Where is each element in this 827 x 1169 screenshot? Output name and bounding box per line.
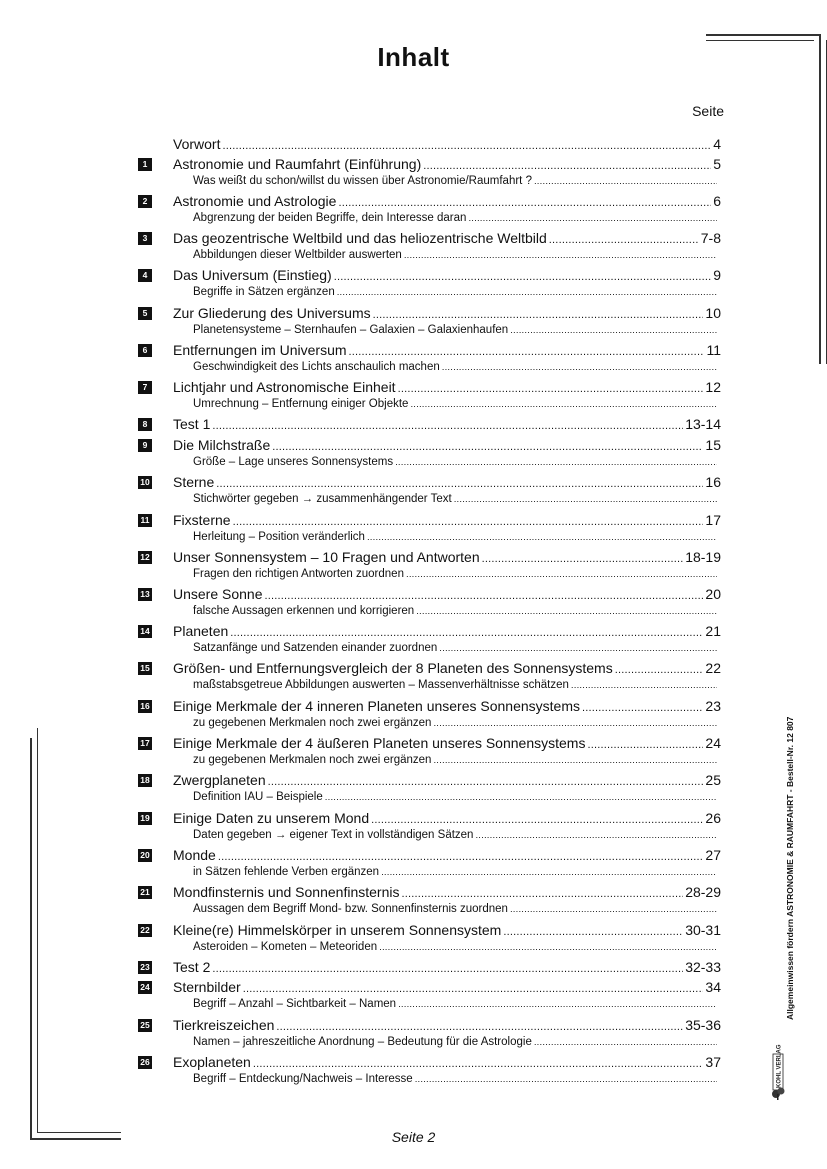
dot-leader xyxy=(222,136,711,152)
toc-entry-page: 5 xyxy=(713,156,721,172)
toc-main-line xyxy=(173,305,721,323)
dot-leader xyxy=(410,398,717,410)
toc-entry-page: 35-36 xyxy=(685,1017,721,1033)
toc-entry-subtitle: Herleitung – Position veränderlich xyxy=(193,531,365,543)
toc-main-line xyxy=(173,586,721,604)
dot-leader xyxy=(433,754,717,766)
toc-entry-page: 15 xyxy=(705,437,721,453)
toc-entry-title: Astronomie und Raumfahrt (Einführung) xyxy=(173,156,422,172)
toc-entry xyxy=(138,1017,724,1053)
toc-entry-subtitle: Was weißt du schon/willst du wissen über Astronomie/Raumfahrt ? xyxy=(193,175,532,187)
toc-entry xyxy=(138,698,724,734)
toc-entry-title: Zur Gliederung des Universums xyxy=(173,305,371,321)
dot-leader xyxy=(230,623,703,639)
toc-entry-subtitle: in Sätzen fehlende Verben ergänzen xyxy=(193,866,380,878)
toc-entry xyxy=(138,267,724,303)
toc-subtitle-line xyxy=(193,1036,719,1051)
toc-entry xyxy=(138,474,724,510)
dot-leader xyxy=(587,735,703,751)
toc-main-line xyxy=(173,623,721,641)
toc-main-line xyxy=(173,884,721,902)
toc-entry-subtitle: Definition IAU – Beispiele xyxy=(193,791,323,803)
toc-subtitle-line xyxy=(193,754,719,769)
toc-entry-page: 13-14 xyxy=(685,416,721,432)
dot-leader xyxy=(268,772,704,788)
toc-entry-page: 22 xyxy=(705,660,721,676)
toc-subtitle-line xyxy=(193,249,719,264)
toc-entry-page: 25 xyxy=(705,772,721,788)
dot-leader xyxy=(381,866,717,878)
dot-leader xyxy=(416,605,717,617)
toc-entry-page: 18-19 xyxy=(685,549,721,565)
toc-main-line xyxy=(173,698,721,716)
toc-entry-page: 16 xyxy=(705,474,721,490)
dot-leader xyxy=(395,456,717,468)
toc-main-line xyxy=(173,267,721,285)
chapter-number-badge: 15 xyxy=(138,662,152,675)
dot-leader xyxy=(265,586,704,602)
toc-entry-page: 10 xyxy=(705,305,721,321)
toc-entry-title: Vorwort xyxy=(173,136,221,152)
toc-subtitle-line xyxy=(193,568,719,583)
toc-entry-subtitle: Planetensysteme – Sternhaufen – Galaxien – Galaxienhaufen xyxy=(193,324,509,336)
toc-main-line xyxy=(173,979,721,997)
toc-entry-title: Sterne xyxy=(173,474,215,490)
toc-entry-page: 17 xyxy=(705,512,721,528)
toc-entry-title: Unser Sonnensystem – 10 Fragen und Antworten xyxy=(173,549,480,565)
page-title: Inhalt xyxy=(377,42,450,72)
toc-entry-title: Entfernungen im Universum xyxy=(173,342,347,358)
toc-subtitle-line xyxy=(193,175,719,190)
toc-entry xyxy=(138,156,724,192)
toc-main-line xyxy=(173,193,721,211)
dot-leader xyxy=(325,791,717,803)
toc-entry xyxy=(138,884,724,920)
toc-entry-subtitle: zu gegebenen Merkmalen noch zwei ergänzen xyxy=(193,717,432,729)
chapter-number-badge: 25 xyxy=(138,1019,152,1032)
toc-main-line xyxy=(173,959,721,977)
toc-subtitle-line xyxy=(193,456,719,471)
toc-entry xyxy=(138,342,724,378)
chapter-number-badge: 6 xyxy=(138,344,152,357)
dot-leader xyxy=(468,212,717,224)
chapter-number-badge: 3 xyxy=(138,232,152,245)
toc-entry-page: 27 xyxy=(705,847,721,863)
chapter-number-badge: 14 xyxy=(138,625,152,638)
dot-leader xyxy=(534,175,717,187)
toc-entry-subtitle: Daten gegeben → eigener Text in vollständigen Sätzen xyxy=(193,829,474,841)
toc-subtitle-line xyxy=(193,791,719,806)
toc-entry-title: Tierkreiszeichen xyxy=(173,1017,275,1033)
chapter-number-badge: 12 xyxy=(138,551,152,564)
toc-subtitle-line xyxy=(193,829,719,844)
toc-entry-title: Das Universum (Einstieg) xyxy=(173,267,332,283)
toc-entry xyxy=(138,549,724,585)
dot-leader xyxy=(534,1036,717,1048)
toc-entry-page: 12 xyxy=(705,379,721,395)
dot-leader xyxy=(334,267,711,283)
chapter-number-badge: 21 xyxy=(138,886,152,899)
chapter-number-badge: 4 xyxy=(138,269,152,282)
toc-main-line xyxy=(173,922,721,940)
dot-leader xyxy=(423,156,711,172)
chapter-number-badge: 17 xyxy=(138,737,152,750)
toc-entry-page: 6 xyxy=(713,193,721,209)
toc-main-line xyxy=(173,156,721,174)
toc-entry-title: Einige Merkmale der 4 äußeren Planeten unseres Sonnensystems xyxy=(173,735,586,751)
toc-entry-title: Kleine(re) Himmelskörper in unserem Sonnensystem xyxy=(173,922,502,938)
toc-subtitle-line xyxy=(193,903,719,918)
dot-leader xyxy=(615,660,704,676)
dot-leader xyxy=(337,286,717,298)
toc-entry-subtitle: Abgrenzung der beiden Begriffe, dein Interesse daran xyxy=(193,212,467,224)
dot-leader xyxy=(475,829,717,841)
toc-entry-page: 11 xyxy=(706,342,721,358)
dot-leader xyxy=(212,416,683,432)
dot-leader xyxy=(243,979,704,995)
toc-entry-page: 9 xyxy=(713,267,721,283)
dot-leader xyxy=(212,959,683,975)
dot-leader xyxy=(218,847,704,863)
toc-entry-page: 34 xyxy=(705,979,721,995)
toc-entry-title: Einige Daten zu unserem Mond xyxy=(173,810,370,826)
toc-entry-page: 30-31 xyxy=(685,922,721,938)
toc-main-line xyxy=(173,474,721,492)
toc-main-line xyxy=(173,416,721,434)
chapter-number-badge: 19 xyxy=(138,812,152,825)
toc-main-line xyxy=(173,230,721,248)
dot-leader xyxy=(349,342,705,358)
dot-leader xyxy=(439,642,717,654)
dot-leader xyxy=(367,531,717,543)
toc-main-line xyxy=(173,772,721,790)
dot-leader xyxy=(272,437,703,453)
toc-subtitle-line xyxy=(193,493,719,508)
toc-entry xyxy=(138,660,724,696)
toc-entry xyxy=(138,586,724,622)
chapter-number-badge: 24 xyxy=(138,981,152,994)
toc-main-line xyxy=(173,810,721,828)
dot-leader xyxy=(373,305,704,321)
toc-entry xyxy=(138,1054,724,1090)
toc-entry-subtitle: Umrechnung – Entfernung einiger Objekte xyxy=(193,398,409,410)
svg-text:KOHL VERLAG: KOHL VERLAG xyxy=(776,1044,783,1088)
chapter-number-badge: 18 xyxy=(138,774,152,787)
toc-entry-title: Planeten xyxy=(173,623,229,639)
dot-leader xyxy=(379,941,717,953)
toc-entry-page: 28-29 xyxy=(685,884,721,900)
dot-leader xyxy=(398,998,717,1010)
toc-main-line xyxy=(173,136,721,154)
toc-main-line xyxy=(173,342,721,360)
dot-leader xyxy=(571,679,717,691)
dot-leader xyxy=(503,922,683,938)
dot-leader xyxy=(371,810,703,826)
toc-subtitle-line xyxy=(193,361,719,376)
toc-subtitle-line xyxy=(193,679,719,694)
toc-entry xyxy=(138,847,724,883)
dot-leader xyxy=(482,549,684,565)
dot-leader xyxy=(401,884,683,900)
dot-leader xyxy=(253,1054,704,1070)
chapter-number-badge: 23 xyxy=(138,961,152,974)
toc-entry-page: 23 xyxy=(705,698,721,714)
toc-entry-title: Unsere Sonne xyxy=(173,586,263,602)
toc-main-line xyxy=(173,847,721,865)
toc-entry-title: Sternbilder xyxy=(173,979,241,995)
dot-leader xyxy=(549,230,699,246)
toc-entry-title: Monde xyxy=(173,847,216,863)
toc-entry-subtitle: Stichwörter gegeben → zusammenhängender Text xyxy=(193,493,452,505)
toc-entry-page: 32-33 xyxy=(685,959,721,975)
toc-main-line xyxy=(173,549,721,567)
publisher-logo-icon xyxy=(767,1040,791,1100)
toc-entry-page: 26 xyxy=(705,810,721,826)
toc-entry-subtitle: Begriffe in Sätzen ergänzen xyxy=(193,286,335,298)
toc-subtitle-line xyxy=(193,717,719,732)
toc-entry xyxy=(138,437,724,473)
dot-leader xyxy=(398,379,704,395)
toc-entry-subtitle: Fragen den richtigen Antworten zuordnen xyxy=(193,568,404,580)
chapter-number-badge: 22 xyxy=(138,924,152,937)
page-footer: Seite 2 xyxy=(391,1129,436,1145)
dot-leader xyxy=(454,493,717,505)
toc-subtitle-line xyxy=(193,866,719,881)
toc-entry-title: Fixsterne xyxy=(173,512,231,528)
toc-subtitle-line xyxy=(193,531,719,546)
toc-entry xyxy=(138,772,724,808)
chapter-number-badge: 10 xyxy=(138,476,152,489)
toc-entry xyxy=(138,922,724,958)
chapter-number-badge: 7 xyxy=(138,381,152,394)
toc-entry xyxy=(138,810,724,846)
toc-entry-subtitle: Abbildungen dieser Weltbilder auswerten xyxy=(193,249,402,261)
toc-entry-title: Größen- und Entfernungsvergleich der 8 Planeten des Sonnensystems xyxy=(173,660,613,676)
toc-entry-title: Das geozentrische Weltbild und das heliozentrische Weltbild xyxy=(173,230,547,246)
toc-entry-subtitle: zu gegebenen Merkmalen noch zwei ergänzen xyxy=(193,754,432,766)
toc-entry-page: 4 xyxy=(713,136,721,152)
chapter-number-badge: 2 xyxy=(138,195,152,208)
toc-entry-page: 7-8 xyxy=(700,230,721,246)
toc-entry-subtitle: Namen – jahreszeitliche Anordnung – Bedeutung für die Astrologie xyxy=(193,1036,532,1048)
toc-main-line xyxy=(173,735,721,753)
toc-entry xyxy=(138,230,724,266)
dot-leader xyxy=(233,512,704,528)
toc-entry-page: 20 xyxy=(705,586,721,602)
chapter-number-badge: 11 xyxy=(138,514,152,527)
toc-subtitle-line xyxy=(193,324,719,339)
dot-leader xyxy=(415,1073,717,1085)
toc-entry xyxy=(138,193,724,229)
dot-leader xyxy=(216,474,703,490)
toc-main-line xyxy=(173,1017,721,1035)
toc-entry-page: 21 xyxy=(705,623,721,639)
toc-main-line xyxy=(173,437,721,455)
toc-entry xyxy=(138,379,724,415)
chapter-number-badge: 16 xyxy=(138,700,152,713)
dot-leader xyxy=(406,568,717,580)
chapter-number-badge: 9 xyxy=(138,439,152,452)
toc-subtitle-line xyxy=(193,398,719,413)
toc-entry-subtitle: maßstabsgetreue Abbildungen auswerten – Massenverhältnisse schätzen xyxy=(193,679,569,691)
dot-leader xyxy=(510,903,717,915)
toc-entry-title: Die Milchstraße xyxy=(173,437,271,453)
toc-main-line xyxy=(173,660,721,678)
toc-entry-subtitle: Asteroiden – Kometen – Meteoriden xyxy=(193,941,378,953)
toc-entry-subtitle: Begriff – Anzahl – Sichtbarkeit – Namen xyxy=(193,998,397,1010)
toc-entry-title: Astronomie und Astrologie xyxy=(173,193,337,209)
chapter-number-badge: 20 xyxy=(138,849,152,862)
toc-entry-subtitle: Aussagen dem Begriff Mond- bzw. Sonnenfinsternis zuordnen xyxy=(193,903,508,915)
toc-entry-title: Zwergplaneten xyxy=(173,772,266,788)
toc-entry xyxy=(138,305,724,341)
chapter-number-badge: 13 xyxy=(138,588,152,601)
chapter-number-badge: 8 xyxy=(138,418,152,431)
toc-subtitle-line xyxy=(193,941,719,956)
toc-entry-subtitle: Größe – Lage unseres Sonnensystems xyxy=(193,456,394,468)
dot-leader xyxy=(582,698,703,714)
toc-subtitle-line xyxy=(193,642,719,657)
toc-main-line xyxy=(173,512,721,530)
toc-entry-title: Exoplaneten xyxy=(173,1054,251,1070)
toc-subtitle-line xyxy=(193,605,719,620)
toc-entry-title: Test 2 xyxy=(173,959,211,975)
toc-entry xyxy=(138,512,724,548)
toc-entry xyxy=(138,979,724,1015)
dot-leader xyxy=(404,249,717,261)
dot-leader xyxy=(510,324,717,336)
toc-subtitle-line xyxy=(193,212,719,227)
toc-entry-title: Mondfinsternis und Sonnenfinsternis xyxy=(173,884,400,900)
chapter-number-badge: 26 xyxy=(138,1056,152,1069)
dot-leader xyxy=(338,193,711,209)
toc-entry-title: Test 1 xyxy=(173,416,211,432)
toc-entry xyxy=(138,623,724,659)
toc-entry-page: 37 xyxy=(705,1054,721,1070)
toc-subtitle-line xyxy=(193,286,719,301)
toc-entry-subtitle: Geschwindigkeit des Lichts anschaulich machen xyxy=(193,361,440,373)
page-column-header: Seite xyxy=(692,103,724,119)
toc-entry-subtitle: Begriff – Entdeckung/Nachweis – Interesse xyxy=(193,1073,413,1085)
side-publication-text: Allgemeinwissen fördern ASTRONOMIE & RAUMFAHRT - Bestell-Nr. 12 807 xyxy=(785,716,795,1020)
toc-entry-subtitle: falsche Aussagen erkennen und korrigieren xyxy=(193,605,415,617)
chapter-number-badge: 1 xyxy=(138,158,152,171)
toc-entry-title: Einige Merkmale der 4 inneren Planeten unseres Sonnensystems xyxy=(173,698,581,714)
toc-main-line xyxy=(173,379,721,397)
chapter-number-badge: 5 xyxy=(138,307,152,320)
toc-main-line xyxy=(173,1054,721,1072)
dot-leader xyxy=(442,361,717,373)
dot-leader xyxy=(433,717,717,729)
toc-entry xyxy=(138,735,724,771)
toc-subtitle-line xyxy=(193,1073,719,1088)
toc-subtitle-line xyxy=(193,998,719,1013)
toc-entry-page: 24 xyxy=(705,735,721,751)
toc-entry-subtitle: Satzanfänge und Satzenden einander zuordnen xyxy=(193,642,438,654)
dot-leader xyxy=(276,1017,683,1033)
toc-entry-title: Lichtjahr und Astronomische Einheit xyxy=(173,379,396,395)
